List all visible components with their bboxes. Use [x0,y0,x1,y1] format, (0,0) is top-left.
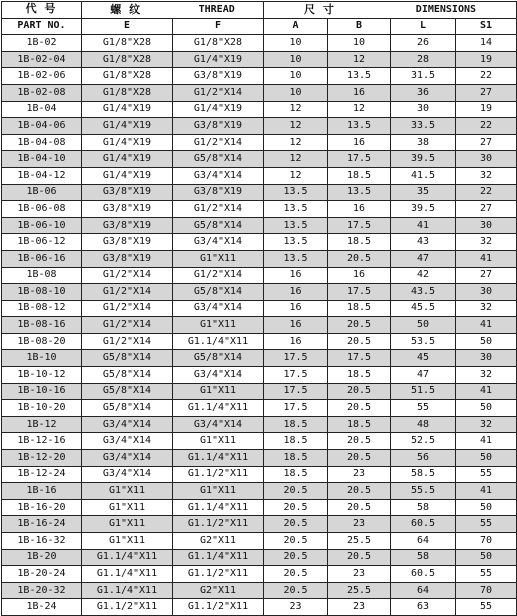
thread-e-cell: G3/4"X14 [82,450,173,467]
dim-b-cell: 13.5 [328,118,391,135]
dim-b-cell: 20.5 [328,383,391,400]
table-row [2,450,517,467]
thread-e-cell: G5/8"X14 [82,400,173,417]
thread-f-cell: G2"X11 [173,582,264,599]
dim-l-cell: 60.5 [391,516,456,533]
part-no-cell: 1B-02-04 [2,51,82,68]
dim-l-cell: 48 [391,416,456,433]
dim-s1-cell: 22 [456,68,517,85]
header-row-columns [2,18,517,35]
thread-f-cell: G1.1/4"X11 [173,333,264,350]
part-no-cell: 1B-02-06 [2,68,82,85]
thread-e-cell: G1"X11 [82,499,173,516]
thread-e-cell: G1/8"X28 [82,51,173,68]
thread-f-cell: G5/8"X14 [173,284,264,301]
dim-l-cell: 58 [391,549,456,566]
dim-s1-cell: 30 [456,217,517,234]
dim-l-cell: 43.5 [391,284,456,301]
part-no-cell: 1B-16-20 [2,499,82,516]
dim-a-cell: 17.5 [264,350,328,367]
thread-e-cell: G1"X11 [82,483,173,500]
dim-l-cell: 52.5 [391,433,456,450]
dim-s1-cell: 30 [456,151,517,168]
table-row [2,499,517,516]
thread-f-cell: G1"X11 [173,483,264,500]
thread-e-cell: G1/2"X14 [82,333,173,350]
thread-e-cell: G1/2"X14 [82,300,173,317]
thread-e-cell: G1.1/2"X11 [82,599,173,616]
table-row [2,533,517,550]
dim-l-cell: 36 [391,84,456,101]
dim-l-cell: 31.5 [391,68,456,85]
thread-f-cell: G1/2"X14 [173,201,264,218]
dim-b-cell: 16 [328,267,391,284]
thread-e-cell: G3/8"X19 [82,184,173,201]
dim-l-cell: 64 [391,533,456,550]
header-row-top [2,2,517,19]
dim-l-cell: 35 [391,184,456,201]
dim-s1-cell: 14 [456,35,517,52]
dim-b-cell: 20.5 [328,549,391,566]
thread-group-header [82,2,264,19]
dim-b-cell: 20.5 [328,333,391,350]
dim-b-cell: 23 [328,566,391,583]
dim-a-cell: 18.5 [264,416,328,433]
part-no-cell: 1B-12-24 [2,466,82,483]
dim-l-cell: 30 [391,101,456,118]
dim-b-cell: 17.5 [328,350,391,367]
dim-s1-cell: 19 [456,51,517,68]
dim-b-cell: 18.5 [328,300,391,317]
part-no-cell: 1B-06-16 [2,250,82,267]
dim-a-cell: 20.5 [264,566,328,583]
thread-f-cell: G1.1/2"X11 [173,599,264,616]
thread-f-cell: G1.1/4"X11 [173,549,264,566]
table-row [2,400,517,417]
table-row [2,549,517,566]
dim-b-cell: 20.5 [328,400,391,417]
thread-e-cell: G1/8"X28 [82,35,173,52]
part-no-cell: 1B-16-32 [2,533,82,550]
thread-f-cell: G3/4"X14 [173,167,264,184]
dimensions-en-label: DIMENSIONS [415,3,477,15]
table-row [2,201,517,218]
thread-cn-label: 螺 纹 [110,2,143,16]
dim-s1-cell: 32 [456,167,517,184]
thread-e-cell: G3/4"X14 [82,466,173,483]
dim-a-cell: 20.5 [264,516,328,533]
dim-b-cell: 12 [328,101,391,118]
thread-e-cell: G1"X11 [82,516,173,533]
dim-s1-cell: 22 [456,184,517,201]
dim-l-cell: 64 [391,582,456,599]
dim-a-cell: 13.5 [264,184,328,201]
dim-a-cell: 17.5 [264,400,328,417]
dim-l-cell: 58 [391,499,456,516]
dim-a-cell: 13.5 [264,217,328,234]
thread-e-cell: G1/8"X28 [82,68,173,85]
thread-e-cell: G1/4"X19 [82,167,173,184]
thread-e-cell: G1.1/4"X11 [82,549,173,566]
dim-b-cell: 13.5 [328,184,391,201]
table-row [2,84,517,101]
thread-e-cell: G1/2"X14 [82,267,173,284]
col-l-header: L [391,18,456,35]
dim-a-cell: 16 [264,284,328,301]
part-no-cell: 1B-10 [2,350,82,367]
dim-b-cell: 20.5 [328,450,391,467]
thread-f-cell: G1"X11 [173,383,264,400]
col-s1-header: S1 [456,18,517,35]
thread-f-cell: G1"X11 [173,317,264,334]
thread-e-cell: G1/4"X19 [82,151,173,168]
thread-e-cell: G3/8"X19 [82,217,173,234]
thread-e-cell: G3/4"X14 [82,433,173,450]
dim-s1-cell: 55 [456,466,517,483]
part-no-cell: 1B-24 [2,599,82,616]
part-no-cell: 1B-06-10 [2,217,82,234]
dim-l-cell: 45 [391,350,456,367]
table-row [2,234,517,251]
dim-l-cell: 47 [391,250,456,267]
fitting-spec-table [1,1,517,616]
dim-a-cell: 16 [264,333,328,350]
dim-b-cell: 20.5 [328,483,391,500]
thread-f-cell: G1/2"X14 [173,84,264,101]
dim-b-cell: 16 [328,84,391,101]
table-row [2,267,517,284]
part-no-cell: 1B-16 [2,483,82,500]
code-cn-header: 代 号 [2,2,82,19]
dim-a-cell: 20.5 [264,582,328,599]
dim-s1-cell: 22 [456,118,517,135]
table-row [2,582,517,599]
table-body [2,35,517,616]
dim-l-cell: 58.5 [391,466,456,483]
part-no-cell: 1B-04-12 [2,167,82,184]
thread-e-cell: G1/4"X19 [82,118,173,135]
dim-a-cell: 12 [264,151,328,168]
dim-l-cell: 56 [391,450,456,467]
thread-f-cell: G1/8"X28 [173,35,264,52]
table-row [2,317,517,334]
part-no-cell: 1B-04-10 [2,151,82,168]
col-f-header: F [173,18,264,35]
dim-s1-cell: 32 [456,300,517,317]
dim-a-cell: 17.5 [264,383,328,400]
table-row [2,599,517,616]
dim-a-cell: 12 [264,101,328,118]
part-no-header: PART NO. [2,18,82,35]
dim-l-cell: 50 [391,317,456,334]
part-no-cell: 1B-04-08 [2,134,82,151]
dim-a-cell: 13.5 [264,201,328,218]
part-no-cell: 1B-12 [2,416,82,433]
dim-l-cell: 43 [391,234,456,251]
dim-a-cell: 20.5 [264,499,328,516]
dim-a-cell: 23 [264,599,328,616]
col-e-header: E [82,18,173,35]
table-row [2,566,517,583]
dim-b-cell: 18.5 [328,167,391,184]
thread-f-cell: G3/8"X19 [173,118,264,135]
dim-s1-cell: 27 [456,134,517,151]
dim-s1-cell: 27 [456,201,517,218]
part-no-cell: 1B-08-10 [2,284,82,301]
dim-b-cell: 25.5 [328,533,391,550]
thread-e-cell: G5/8"X14 [82,383,173,400]
part-no-cell: 1B-16-24 [2,516,82,533]
thread-f-cell: G3/4"X14 [173,416,264,433]
part-no-cell: 1B-06 [2,184,82,201]
thread-f-cell: G1/2"X14 [173,267,264,284]
dim-b-cell: 10 [328,35,391,52]
dim-a-cell: 16 [264,300,328,317]
part-no-cell: 1B-08 [2,267,82,284]
dim-s1-cell: 70 [456,582,517,599]
table-row [2,350,517,367]
dim-b-cell: 18.5 [328,416,391,433]
thread-e-cell: G3/8"X19 [82,201,173,218]
dim-a-cell: 13.5 [264,250,328,267]
dim-s1-cell: 50 [456,499,517,516]
part-no-cell: 1B-20 [2,549,82,566]
dim-l-cell: 53.5 [391,333,456,350]
dim-l-cell: 33.5 [391,118,456,135]
table-row [2,416,517,433]
dim-a-cell: 17.5 [264,367,328,384]
dim-l-cell: 55.5 [391,483,456,500]
dim-l-cell: 41.5 [391,167,456,184]
part-no-cell: 1B-06-08 [2,201,82,218]
dim-b-cell: 20.5 [328,433,391,450]
table-row [2,151,517,168]
table-row [2,68,517,85]
dim-a-cell: 20.5 [264,483,328,500]
dim-l-cell: 51.5 [391,383,456,400]
dim-s1-cell: 32 [456,367,517,384]
thread-f-cell: G1.1/2"X11 [173,566,264,583]
part-no-cell: 1B-20-24 [2,566,82,583]
table-row [2,367,517,384]
part-no-cell: 1B-12-16 [2,433,82,450]
dim-a-cell: 12 [264,118,328,135]
thread-f-cell: G1"X11 [173,433,264,450]
dim-s1-cell: 50 [456,333,517,350]
part-no-cell: 1B-04-06 [2,118,82,135]
thread-f-cell: G1"X11 [173,250,264,267]
dim-l-cell: 42 [391,267,456,284]
table-row [2,167,517,184]
dimensions-group-header [264,2,517,19]
table-row [2,516,517,533]
table-row [2,383,517,400]
thread-e-cell: G1.1/4"X11 [82,566,173,583]
dim-a-cell: 10 [264,84,328,101]
dim-a-cell: 10 [264,35,328,52]
dim-s1-cell: 50 [456,400,517,417]
dim-s1-cell: 41 [456,483,517,500]
dim-a-cell: 10 [264,51,328,68]
dim-s1-cell: 30 [456,350,517,367]
thread-e-cell: G3/4"X14 [82,416,173,433]
thread-f-cell: G5/8"X14 [173,350,264,367]
dim-b-cell: 17.5 [328,284,391,301]
dim-b-cell: 25.5 [328,582,391,599]
dim-l-cell: 55 [391,400,456,417]
thread-f-cell: G2"X11 [173,533,264,550]
part-no-cell: 1B-02-08 [2,84,82,101]
dim-l-cell: 63 [391,599,456,616]
table-row [2,217,517,234]
part-no-cell: 1B-02 [2,35,82,52]
dim-l-cell: 60.5 [391,566,456,583]
dim-b-cell: 18.5 [328,234,391,251]
thread-f-cell: G1/2"X14 [173,134,264,151]
part-no-cell: 1B-04 [2,101,82,118]
part-no-cell: 1B-12-20 [2,450,82,467]
dim-s1-cell: 32 [456,416,517,433]
dim-b-cell: 23 [328,599,391,616]
thread-e-cell: G5/8"X14 [82,350,173,367]
dim-b-cell: 20.5 [328,317,391,334]
dim-a-cell: 20.5 [264,549,328,566]
table-row [2,466,517,483]
dim-a-cell: 12 [264,134,328,151]
table-row [2,118,517,135]
dim-a-cell: 20.5 [264,533,328,550]
dim-s1-cell: 32 [456,234,517,251]
dim-b-cell: 13.5 [328,68,391,85]
thread-f-cell: G1.1/4"X11 [173,450,264,467]
dim-s1-cell: 41 [456,433,517,450]
thread-f-cell: G3/4"X14 [173,234,264,251]
dim-s1-cell: 41 [456,383,517,400]
thread-e-cell: G1/2"X14 [82,284,173,301]
dim-a-cell: 18.5 [264,433,328,450]
table-row [2,101,517,118]
thread-e-cell: G1/4"X19 [82,134,173,151]
dim-b-cell: 20.5 [328,250,391,267]
thread-f-cell: G1.1/4"X11 [173,499,264,516]
dim-l-cell: 39.5 [391,151,456,168]
dim-b-cell: 17.5 [328,217,391,234]
col-a-header: A [264,18,328,35]
dimensions-cn-label: 尺 寸 [303,2,336,16]
table-row [2,333,517,350]
thread-f-cell: G1/4"X19 [173,51,264,68]
table-row [2,483,517,500]
dim-l-cell: 26 [391,35,456,52]
table-row [2,51,517,68]
thread-e-cell: G1/2"X14 [82,317,173,334]
dim-s1-cell: 55 [456,599,517,616]
dim-b-cell: 17.5 [328,151,391,168]
thread-f-cell: G1.1/2"X11 [173,516,264,533]
thread-f-cell: G1.1/4"X11 [173,400,264,417]
dim-s1-cell: 70 [456,533,517,550]
thread-e-cell: G5/8"X14 [82,367,173,384]
table-row [2,433,517,450]
dim-l-cell: 39.5 [391,201,456,218]
dim-b-cell: 20.5 [328,499,391,516]
thread-f-cell: G3/4"X14 [173,367,264,384]
dim-s1-cell: 50 [456,549,517,566]
dim-b-cell: 16 [328,134,391,151]
dim-a-cell: 12 [264,167,328,184]
thread-f-cell: G3/8"X19 [173,184,264,201]
part-no-cell: 1B-08-12 [2,300,82,317]
dim-a-cell: 18.5 [264,466,328,483]
dim-s1-cell: 55 [456,516,517,533]
thread-f-cell: G1/4"X19 [173,101,264,118]
part-no-cell: 1B-08-16 [2,317,82,334]
thread-e-cell: G1"X11 [82,533,173,550]
dim-b-cell: 16 [328,201,391,218]
dim-s1-cell: 55 [456,566,517,583]
dim-s1-cell: 30 [456,284,517,301]
dim-s1-cell: 19 [456,101,517,118]
thread-e-cell: G1/8"X28 [82,84,173,101]
dim-a-cell: 16 [264,267,328,284]
table-row [2,35,517,52]
col-b-header: B [328,18,391,35]
dim-l-cell: 38 [391,134,456,151]
thread-en-label: THREAD [198,3,235,15]
part-no-cell: 1B-10-20 [2,400,82,417]
thread-f-cell: G1.1/2"X11 [173,466,264,483]
dim-a-cell: 16 [264,317,328,334]
dim-a-cell: 10 [264,68,328,85]
dim-s1-cell: 27 [456,267,517,284]
thread-f-cell: G3/8"X19 [173,68,264,85]
thread-f-cell: G5/8"X14 [173,151,264,168]
thread-e-cell: G1/4"X19 [82,101,173,118]
thread-e-cell: G1.1/4"X11 [82,582,173,599]
part-no-cell: 1B-06-12 [2,234,82,251]
dim-s1-cell: 41 [456,250,517,267]
dim-l-cell: 28 [391,51,456,68]
table-row [2,134,517,151]
table-row [2,184,517,201]
dim-l-cell: 45.5 [391,300,456,317]
part-no-cell: 1B-20-32 [2,582,82,599]
table-row [2,284,517,301]
part-no-cell: 1B-10-16 [2,383,82,400]
thread-f-cell: G5/8"X14 [173,217,264,234]
dim-s1-cell: 27 [456,84,517,101]
dim-b-cell: 12 [328,51,391,68]
dim-b-cell: 18.5 [328,367,391,384]
thread-e-cell: G3/8"X19 [82,234,173,251]
dim-b-cell: 23 [328,516,391,533]
thread-e-cell: G3/8"X19 [82,250,173,267]
dim-l-cell: 47 [391,367,456,384]
part-no-cell: 1B-08-20 [2,333,82,350]
dim-a-cell: 13.5 [264,234,328,251]
dim-l-cell: 41 [391,217,456,234]
dim-s1-cell: 41 [456,317,517,334]
dim-a-cell: 18.5 [264,450,328,467]
table-row [2,250,517,267]
dim-s1-cell: 50 [456,450,517,467]
part-no-cell: 1B-10-12 [2,367,82,384]
thread-f-cell: G3/4"X14 [173,300,264,317]
table-row [2,300,517,317]
dim-b-cell: 23 [328,466,391,483]
